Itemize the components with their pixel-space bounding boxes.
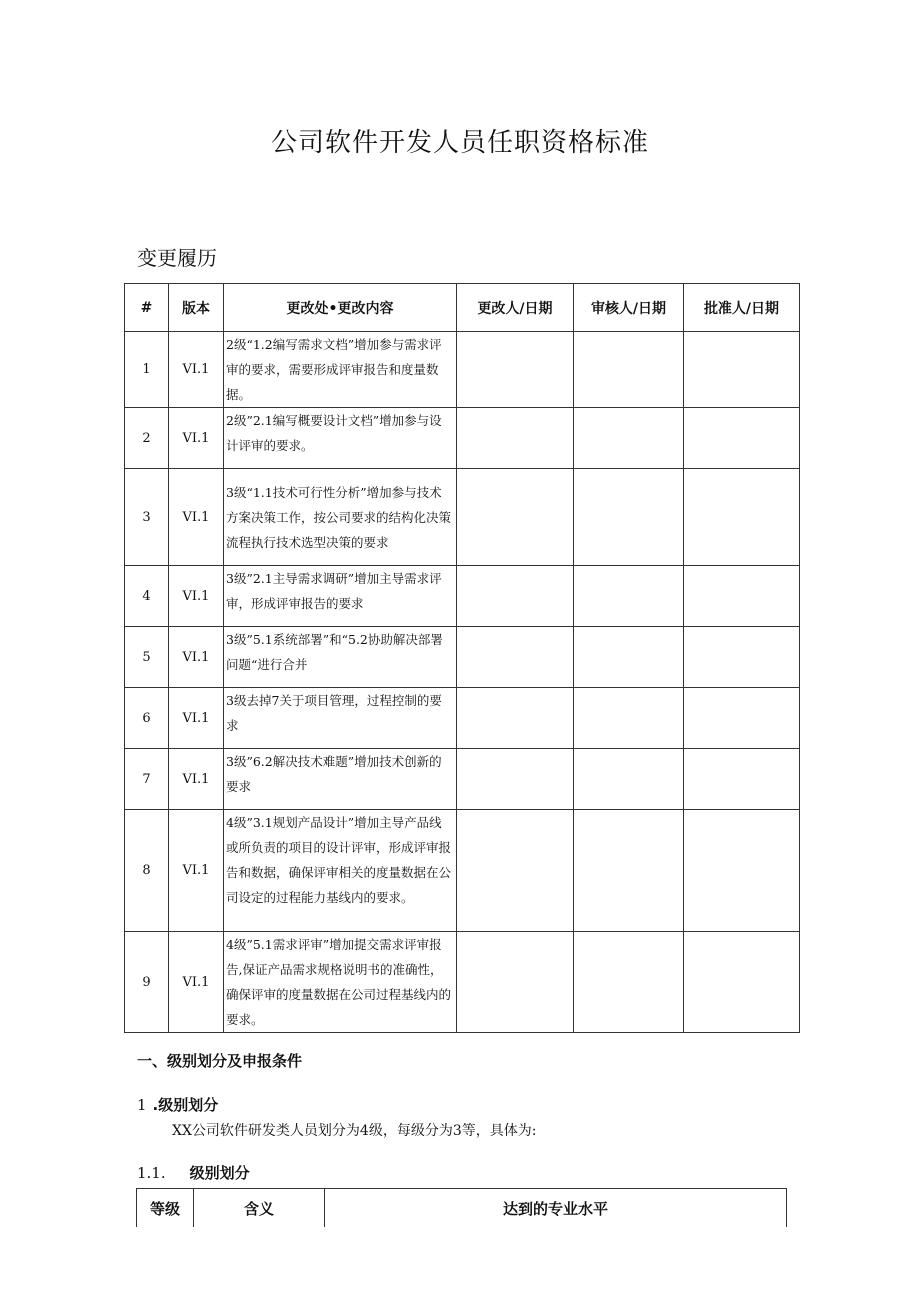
row-version: VI.1: [169, 627, 224, 688]
row-description: 3级”6.2解决技术难题”增加技术创新的要求: [224, 749, 457, 810]
subsubsection-number: 1.1.: [137, 1164, 166, 1182]
row-number: 3: [125, 469, 169, 566]
table-header-row: [125, 284, 800, 332]
table-row: [125, 469, 800, 566]
row-description: 3级”5.1系统部署”和“5.2协助解决部署问题“进行合并: [224, 627, 457, 688]
row-reviewer-cell: [574, 566, 684, 627]
row-reviewer-cell: [574, 627, 684, 688]
subsubsection-title: 级别划分: [189, 1164, 250, 1182]
level-table-header-row: [137, 1189, 787, 1228]
row-number: 1: [125, 332, 169, 408]
row-modifier-cell: [457, 566, 574, 627]
row-description: 3级”2.1主导需求调研”增加主导需求评审，形成评审报告的要求: [224, 566, 457, 627]
row-approver-cell: [684, 932, 800, 1033]
row-approver-cell: [684, 332, 800, 408]
subsection-heading-level-division: [137, 1094, 218, 1115]
table-row: [125, 932, 800, 1033]
column-header-grade: 等级: [137, 1189, 194, 1228]
row-approver-cell: [684, 810, 800, 932]
column-header-approver-date: 批准人/日期: [684, 284, 800, 332]
column-header-meaning: 含义: [194, 1189, 325, 1228]
row-description: 2级“1.2编写需求文档”增加参与需求评审的要求，需要形成评审报告和度量数据。: [224, 332, 457, 408]
row-description: 3级去掉7关于项目管理，过程控制的要求: [224, 688, 457, 749]
row-reviewer-cell: [574, 810, 684, 932]
subsection-title: .级别划分: [152, 1096, 219, 1114]
row-modifier-cell: [457, 332, 574, 408]
change-history-heading: 变更履历: [137, 246, 217, 270]
section-heading-levels-and-conditions: 一、级别划分及申报条件: [137, 1052, 303, 1070]
row-number: 9: [125, 932, 169, 1033]
row-reviewer-cell: [574, 469, 684, 566]
subsubsection-heading-level-division: [137, 1162, 250, 1183]
row-number: 5: [125, 627, 169, 688]
document-title: 公司软件开发人员任职资格标准: [270, 128, 649, 158]
row-modifier-cell: [457, 810, 574, 932]
row-approver-cell: [684, 749, 800, 810]
level-division-paragraph: XX公司软件研发类人员划分为4级，每级分为3等，具体为:: [172, 1123, 537, 1139]
row-reviewer-cell: [574, 688, 684, 749]
level-table: [136, 1188, 787, 1227]
row-modifier-cell: [457, 749, 574, 810]
row-description: 4级”5.1需求评审”增加提交需求评审报告,保证产品需求规格说明书的准确性，确保评审的度量数据在公司过程基线内的要求。: [224, 932, 457, 1033]
row-modifier-cell: [457, 932, 574, 1033]
table-row: [125, 688, 800, 749]
row-version: VI.1: [169, 810, 224, 932]
table-row: [125, 749, 800, 810]
row-modifier-cell: [457, 688, 574, 749]
column-header-version: 版本: [169, 284, 224, 332]
row-version: VI.1: [169, 566, 224, 627]
column-header-modifier-date: 更改人/日期: [457, 284, 574, 332]
row-version: VI.1: [169, 932, 224, 1033]
row-version: VI.1: [169, 408, 224, 469]
row-reviewer-cell: [574, 932, 684, 1033]
row-number: 2: [125, 408, 169, 469]
row-modifier-cell: [457, 627, 574, 688]
column-header-change-content: 更改处•更改内容: [224, 284, 457, 332]
row-reviewer-cell: [574, 332, 684, 408]
row-version: VI.1: [169, 688, 224, 749]
row-version: VI.1: [169, 469, 224, 566]
row-approver-cell: [684, 566, 800, 627]
row-number: 4: [125, 566, 169, 627]
column-header-professional-level: 达到的专业水平: [325, 1189, 787, 1228]
row-reviewer-cell: [574, 749, 684, 810]
row-modifier-cell: [457, 408, 574, 469]
column-header-reviewer-date: 审核人/日期: [574, 284, 684, 332]
row-modifier-cell: [457, 469, 574, 566]
row-number: 8: [125, 810, 169, 932]
row-approver-cell: [684, 688, 800, 749]
row-description: 3级“1.1技术可行性分析”增加参与技术方案决策工作，按公司要求的结构化决策流程执行技术选型决策的要求: [224, 469, 457, 566]
row-approver-cell: [684, 627, 800, 688]
row-description: 4级”3.1规划产品设计”增加主导产品线或所负责的项目的设计评审，形成评审报告和数据，确保评审相关的度量数据在公司设定的过程能力基线内的要求。: [224, 810, 457, 932]
change-history-table: [124, 283, 800, 1033]
row-number: 6: [125, 688, 169, 749]
row-description: 2级”2.1编写概要设计文档”增加参与设计评审的要求。: [224, 408, 457, 469]
row-number: 7: [125, 749, 169, 810]
row-version: VI.1: [169, 749, 224, 810]
table-row: [125, 810, 800, 932]
row-approver-cell: [684, 469, 800, 566]
table-row: [125, 332, 800, 408]
row-approver-cell: [684, 408, 800, 469]
row-reviewer-cell: [574, 408, 684, 469]
table-row: [125, 408, 800, 469]
table-row: [125, 627, 800, 688]
subsection-number: 1: [137, 1096, 147, 1114]
table-row: [125, 566, 800, 627]
row-version: VI.1: [169, 332, 224, 408]
column-header-number: #: [125, 284, 169, 332]
